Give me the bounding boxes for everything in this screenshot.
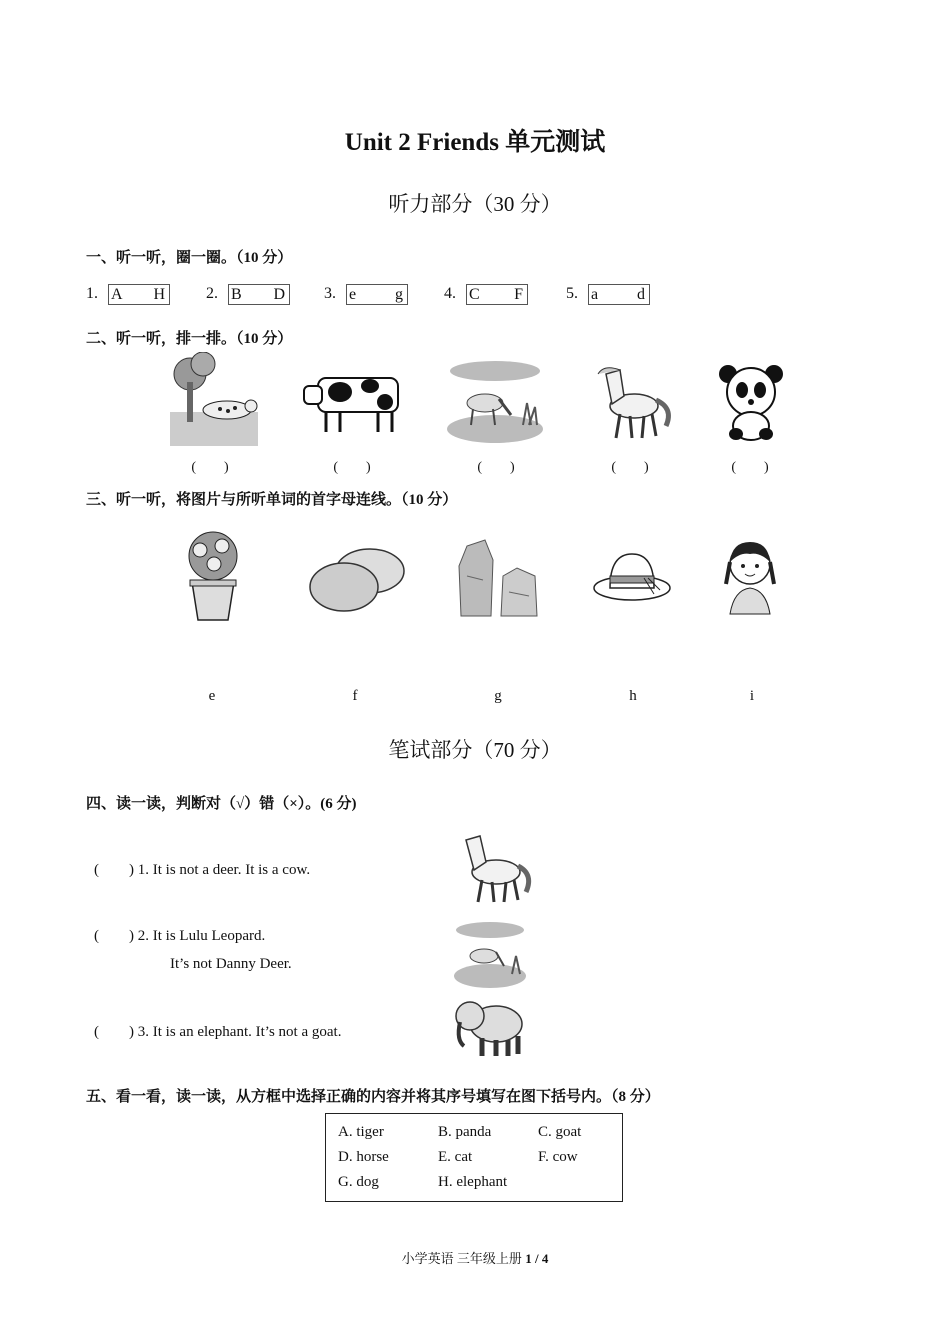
girl-icon: [720, 538, 780, 616]
q4-item-2-extra: It’s not Danny Deer.: [170, 956, 292, 972]
word-option: E. cat: [438, 1149, 473, 1165]
leopard-icon: [165, 352, 260, 448]
q1-item-3: 3. e g: [324, 284, 408, 305]
page-total: 4: [541, 1251, 549, 1266]
writing-header: 笔试部分（70 分）: [388, 738, 562, 762]
answer-paren[interactable]: ( ): [94, 862, 134, 878]
q3-letter-e[interactable]: e: [208, 688, 216, 704]
q4-item-1: ( ) 1. It is not a deer. It is a cow.: [94, 862, 311, 878]
answer-paren[interactable]: ( ): [94, 928, 134, 944]
q2-paren-2[interactable]: ( ): [333, 460, 371, 475]
q3-letter-i[interactable]: i: [749, 688, 755, 704]
word-option: D. horse: [338, 1149, 389, 1165]
q4-elephant-icon: [452, 994, 526, 1060]
q1-item-1: 1. A H: [86, 284, 170, 305]
q1-item-4: 4. C F: [444, 284, 528, 305]
word-option: B. panda: [438, 1124, 492, 1140]
rocks-icon: [455, 536, 539, 618]
q4-deer-icon: [452, 918, 528, 990]
q4-label: 四、读一读，判断对（√）错（×）。(6 分): [86, 796, 357, 812]
choice-box[interactable]: A H: [108, 284, 170, 305]
q3-letter-g[interactable]: g: [494, 688, 502, 704]
q3-letter-f[interactable]: f: [352, 688, 358, 704]
word-option: F. cow: [538, 1149, 578, 1165]
q2-paren-3[interactable]: ( ): [477, 460, 515, 475]
page-number: 1: [525, 1251, 532, 1266]
panda-icon: [716, 362, 786, 442]
deer-icon: [445, 355, 545, 447]
q2-paren-4[interactable]: ( ): [611, 460, 649, 475]
q3-label: 三、听一听，将图片与所听单词的首字母连线。（10 分）: [86, 492, 458, 508]
choice-box[interactable]: e g: [346, 284, 408, 305]
q3-letter-h[interactable]: h: [629, 688, 637, 704]
q5-label: 五、看一看，读一读，从方框中选择正确的内容并将其序号填写在图下括号内。（8 分）: [86, 1089, 660, 1105]
q1-item-5: 5. a d: [566, 284, 650, 305]
q2-label: 二、听一听，排一排。（10 分）: [86, 331, 293, 347]
q2-paren-1[interactable]: ( ): [191, 460, 229, 475]
flower-pot-icon: [178, 530, 248, 622]
word-option: C. goat: [538, 1124, 582, 1140]
answer-paren[interactable]: ( ): [94, 1024, 134, 1040]
word-option: A. tiger: [338, 1124, 384, 1140]
q2-paren-5[interactable]: ( ): [731, 460, 769, 475]
eggs-icon: [306, 543, 406, 615]
choice-box[interactable]: a d: [588, 284, 650, 305]
hat-icon: [592, 548, 672, 606]
page-footer: 小学英语 三年级上册 1 / 4: [401, 1251, 549, 1266]
word-option: H. elephant: [438, 1174, 508, 1190]
word-option: G. dog: [338, 1174, 379, 1190]
page-title: Unit 2 Friends 单元测试: [344, 129, 606, 156]
listening-header: 听力部分（30 分）: [388, 192, 562, 216]
q1-label: 一、听一听，圈一圈。（10 分）: [86, 250, 293, 266]
choice-box[interactable]: B D: [228, 284, 290, 305]
q4-item-3: ( ) 3. It is an elephant. It’s not a goat.: [94, 1024, 342, 1040]
choice-box[interactable]: C F: [466, 284, 528, 305]
horse-icon: [590, 360, 678, 442]
word-box: [325, 1113, 623, 1202]
q4-horse-icon: [452, 828, 534, 906]
cow-icon: [300, 372, 410, 438]
q1-item-2: 2. B D: [206, 284, 290, 305]
q4-item-2: ( ) 2. It is Lulu Leopard.: [94, 928, 266, 944]
